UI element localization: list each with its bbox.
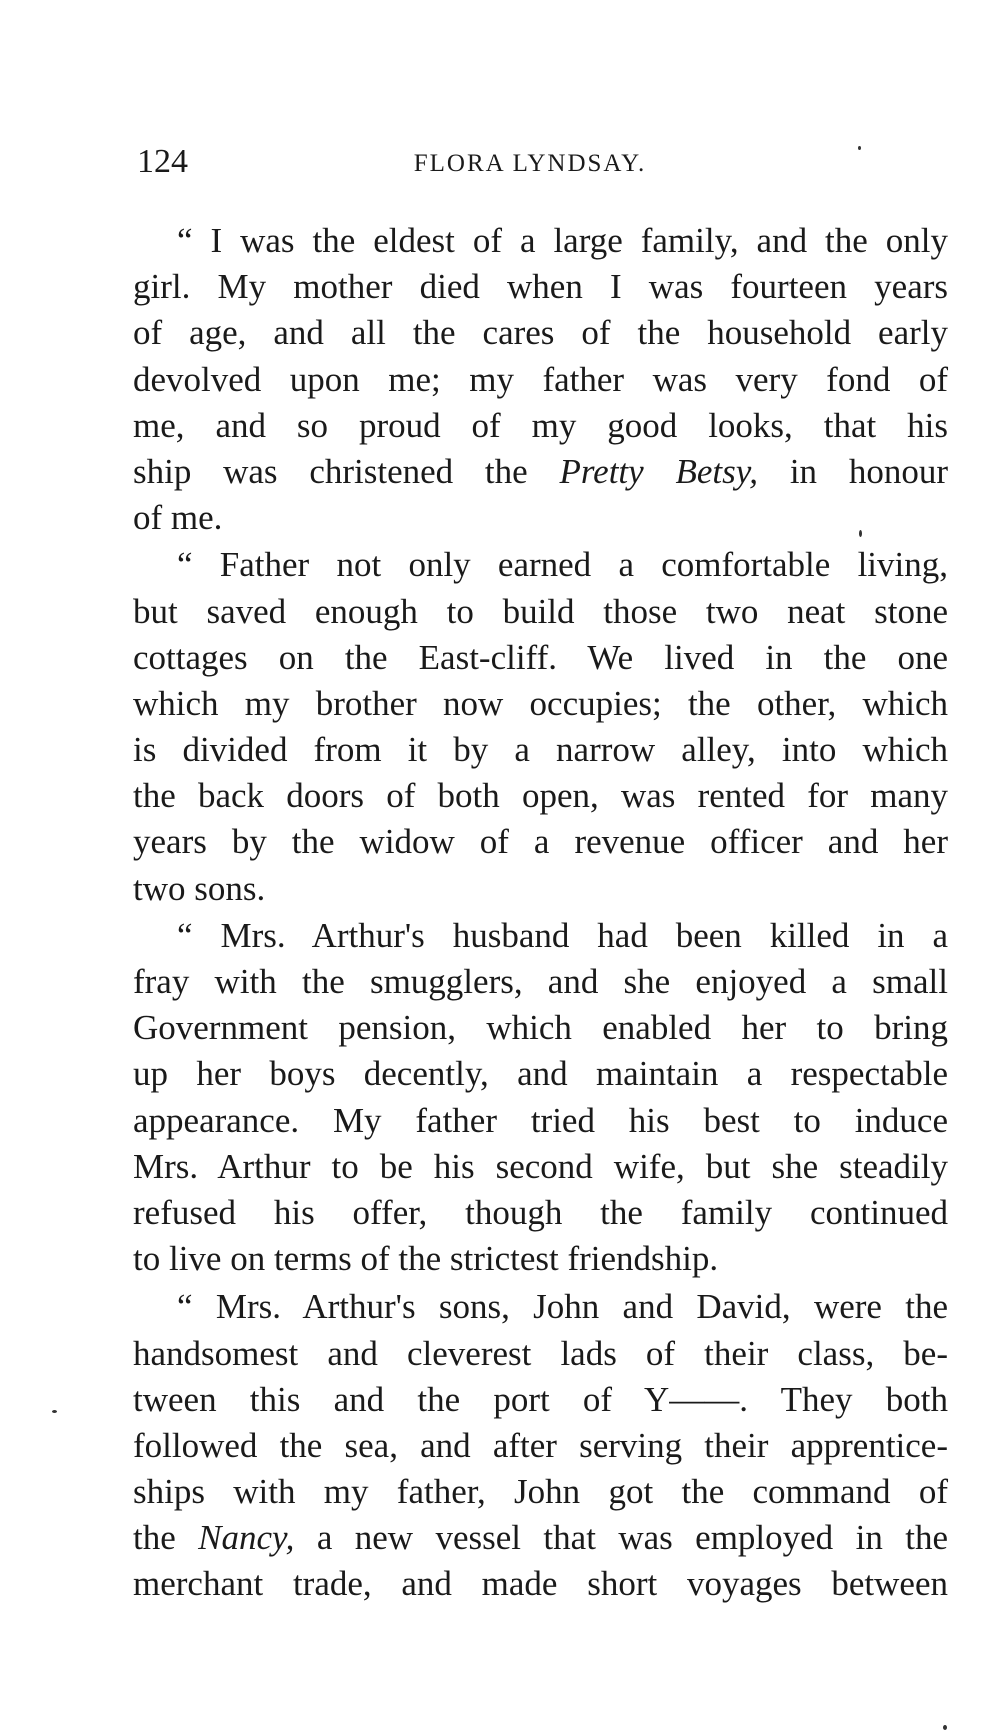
text-line: “ I was the eldest of a large family, and the only (177, 221, 948, 260)
running-title: FLORA LYNDSAY. (413, 150, 647, 177)
page-number: 124 (137, 143, 188, 180)
text-line: which my brother now occupies; the other, which (133, 683, 948, 723)
paragraph-4 (133, 1284, 948, 1607)
text-line: appearance. My father tried his best to induce (133, 1100, 948, 1140)
paragraph-1 (133, 218, 948, 541)
text-line: “ Mrs. Arthur's husband had been killed in a (177, 915, 948, 955)
print-speck (943, 1725, 947, 1730)
text-line: me, and so proud of my good looks, that his (133, 405, 948, 445)
text-run: in honour (758, 451, 948, 491)
text-line: the back doors of both open, was rented for many (133, 776, 948, 816)
text-line: Mrs. Arthur to be his second wife, but she steadily (133, 1146, 948, 1186)
text-line: is divided from it by a narrow alley, into which (133, 730, 948, 770)
text-line: Government pension, which enabled her to bring (133, 1008, 948, 1048)
text-line: years by the widow of a revenue officer and her (133, 822, 948, 862)
text-line: devolved upon me; my father was very fond of (133, 359, 948, 399)
ship-name-italic: Pretty Betsy, (559, 451, 759, 491)
text-line: up her boys decently, and maintain a respectable (133, 1054, 948, 1094)
paragraph-3 (133, 913, 948, 1283)
text-line: cottages on the East-cliff. We lived in the one (133, 637, 948, 677)
text-line: ships with my father, John got the command of (133, 1472, 948, 1512)
text-line: fray with the smugglers, and she enjoyed a small (133, 962, 948, 1001)
text-run: a new vessel that was employed in the (294, 1518, 948, 1558)
text-line (133, 449, 948, 495)
text-run: ship was christened the (133, 451, 560, 491)
text-run: the (133, 1518, 199, 1558)
text-line: to live on terms of the strictest friendship. (133, 1239, 719, 1279)
text-line: “ Mrs. Arthur's sons, John and David, were the (177, 1287, 948, 1327)
text-line: girl. My mother died when I was fourteen years (133, 267, 948, 307)
text-line: followed the sea, and after serving their apprentice- (133, 1425, 948, 1465)
text-line: handsomest and cleverest lads of their class, be- (133, 1333, 948, 1373)
print-speck (859, 530, 862, 537)
text-line: refused his offer, though the family continued (133, 1192, 948, 1232)
ship-name-italic: Nancy, (198, 1518, 295, 1558)
paragraph-2 (133, 542, 948, 912)
text-line: but saved enough to build those two neat stone (133, 591, 948, 631)
print-speck (52, 1410, 57, 1413)
text-line: tween this and the port of Y——. They both (133, 1379, 948, 1419)
text-line: two sons. (133, 868, 266, 908)
text-line (133, 1515, 948, 1561)
text-line: “ Father not only earned a comfortable living, (177, 545, 948, 585)
text-line: merchant trade, and made short voyages between (133, 1564, 948, 1604)
text-line: of age, and all the cares of the household early (133, 313, 948, 353)
page-body (133, 218, 948, 1608)
text-line: of me. (133, 498, 223, 538)
print-speck (858, 146, 861, 150)
